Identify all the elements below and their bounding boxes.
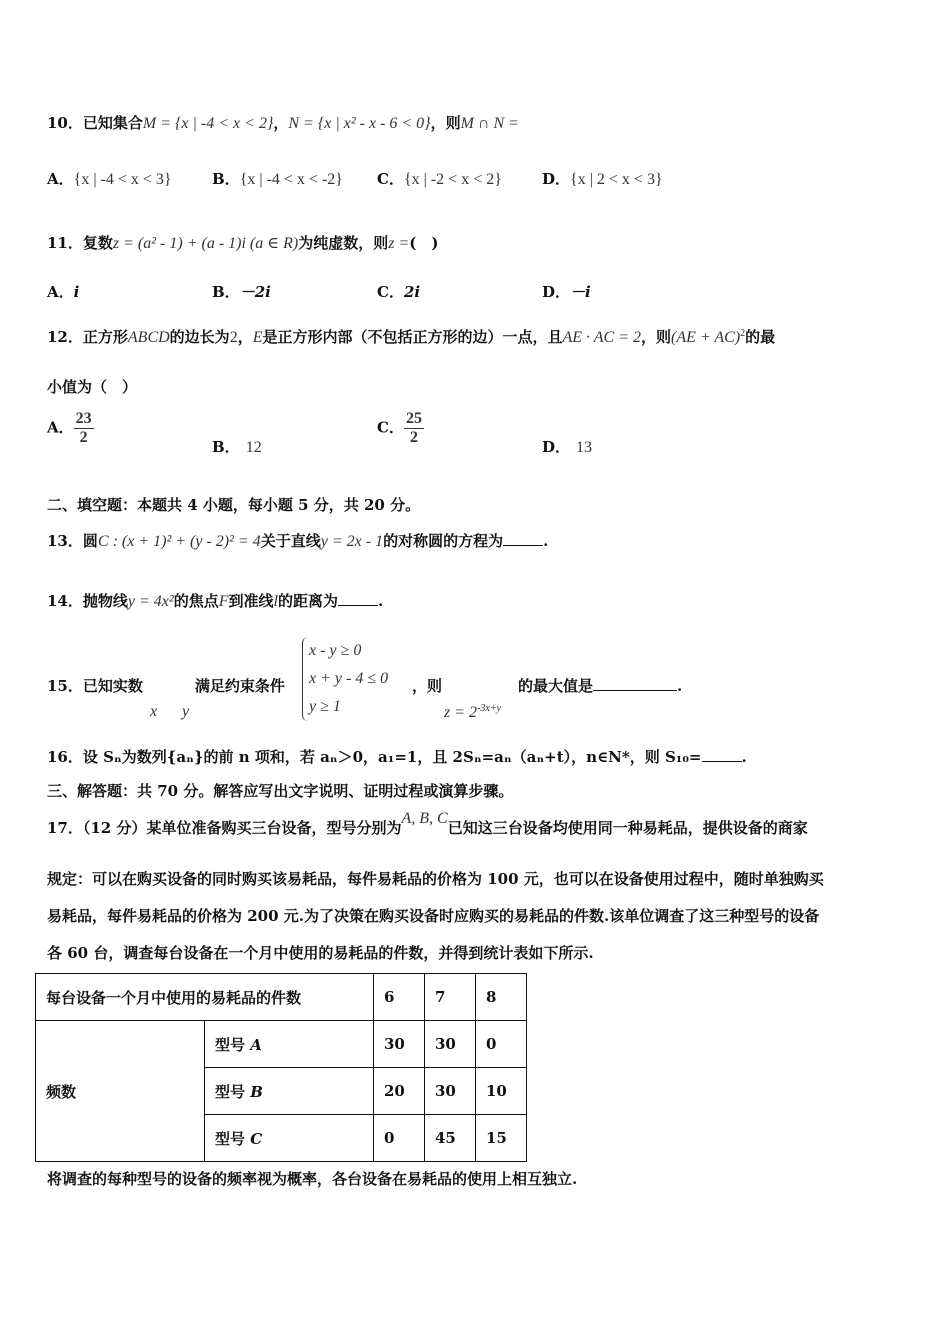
model-prefix: 型号: [215, 1035, 246, 1054]
directrix-l: l: [273, 593, 278, 610]
question-text: 圆: [82, 532, 98, 550]
option-value: 2i: [403, 283, 421, 301]
option-value: {x | -2 < x < 2}: [403, 171, 502, 188]
question-text: ，则: [430, 114, 461, 132]
answer-blank[interactable]: [338, 605, 378, 606]
question-13: [47, 530, 548, 551]
option-label: C．: [377, 418, 404, 437]
option-b[interactable]: [212, 168, 343, 189]
table-cell: 0: [476, 1021, 527, 1068]
option-value: {x | -4 < x < -2}: [239, 171, 343, 188]
option-label: D．: [542, 438, 571, 456]
fraction: [74, 410, 94, 447]
complex-expr: z = (a² - 1) + (a - 1)i (a ∈ R): [112, 235, 299, 252]
denominator: 2: [409, 429, 418, 446]
square-name: ABCD: [127, 329, 170, 346]
question-text: 到准线: [228, 592, 274, 610]
question-15-tail: [518, 675, 682, 696]
option-value: {x | -4 < x < 3}: [73, 171, 172, 188]
fraction: [404, 410, 424, 447]
option-label: B．: [212, 170, 240, 188]
period: .: [377, 592, 384, 610]
model-letter: C: [250, 1129, 263, 1148]
statistics-table: [35, 973, 527, 1162]
line-eq: y = 2x - 1: [320, 533, 384, 550]
numerator: 25: [405, 410, 422, 427]
objective-z: [444, 703, 501, 722]
var-x: x: [150, 703, 158, 720]
question-text: ，: [237, 328, 253, 346]
option-label: D．: [542, 170, 571, 188]
question-15: [47, 675, 285, 696]
option-value: 12: [245, 439, 262, 456]
question-12-line2: 小值为（ ）: [47, 378, 138, 396]
answer-blank[interactable]: [503, 545, 543, 546]
question-number: 17．: [47, 819, 83, 837]
model-prefix: 型号: [215, 1129, 246, 1148]
option-label: B．: [212, 283, 240, 301]
table-cell: 30: [425, 1068, 476, 1115]
table-cell: [205, 1068, 374, 1115]
table-cell: [205, 1115, 374, 1162]
option-d[interactable]: [542, 436, 592, 457]
focus-f: F: [218, 593, 229, 610]
question-17-para: 各 60 台，调查每台设备在一个月中使用的易耗品的件数，并得到统计表如下所示.: [47, 944, 594, 962]
table-header-cell: 6: [374, 974, 425, 1021]
section-fill-in: 二、填空题：本题共 4 小题，每小题 5 分，共 20 分。: [47, 496, 421, 514]
question-text: 满足约束条件: [194, 677, 285, 695]
model-names: A, B, C: [401, 810, 448, 827]
constraint-system: [302, 637, 388, 721]
constraint-1: x - y ≥ 0: [309, 642, 362, 659]
dot-condition: AE · AC = 2: [562, 329, 641, 346]
question-text: 设 Sₙ为数列{aₙ}的前 n 项和，若 aₙ＞0，a₁=1，且 2Sₙ=aₙ（aₙ+t），n∈N*，则 S₁₀=: [82, 748, 702, 766]
constraint-2: x + y - 4 ≤ 0: [309, 670, 389, 687]
parabola-eq: y = 4x²: [127, 593, 174, 610]
table-cell: 30: [425, 1021, 476, 1068]
option-label: C．: [377, 283, 404, 301]
model-letter: B: [250, 1082, 263, 1101]
table-group-cell: 频数: [36, 1021, 205, 1162]
circle-eq: C : (x + 1)² + (y - 2)² = 4: [97, 533, 261, 550]
question-number: 14．: [47, 592, 83, 610]
question-text: 复数: [82, 234, 113, 252]
answer-paren: ( ): [409, 234, 439, 252]
question-10: [47, 112, 519, 133]
z-exponent: -3x+y: [477, 703, 501, 714]
table-header-row: [36, 974, 527, 1021]
question-text: 已知实数: [82, 677, 143, 695]
option-b[interactable]: [212, 436, 262, 457]
option-value: i: [73, 283, 80, 301]
answer-blank[interactable]: [702, 761, 742, 762]
question-text: 的最大值是: [518, 677, 594, 695]
question-number: 15．: [47, 677, 83, 695]
score: （12 分）: [82, 819, 147, 837]
period: .: [677, 677, 683, 695]
answer-blank[interactable]: [593, 690, 677, 691]
option-label: C．: [377, 170, 404, 188]
question-16: [47, 746, 747, 767]
option-label: A．: [47, 170, 74, 188]
option-value: {x | 2 < x < 3}: [570, 171, 663, 188]
question-text: 关于直线: [260, 532, 321, 550]
question-text: 的焦点: [173, 592, 219, 610]
question-text: 某单位准备购买三台设备，型号分别为: [146, 819, 402, 837]
question-text: 的最: [745, 328, 776, 346]
question-text: 已知集合: [82, 114, 143, 132]
numerator: 23: [75, 410, 92, 427]
question-number: 11．: [47, 234, 83, 252]
option-a[interactable]: [47, 281, 79, 302]
question-text: 的距离为: [277, 592, 338, 610]
option-label: D．: [542, 283, 571, 301]
table-cell: 30: [374, 1021, 425, 1068]
question-17: [47, 810, 808, 838]
question-text: 正方形: [82, 328, 128, 346]
table-row: [36, 1021, 527, 1068]
var-y: y: [182, 703, 190, 720]
period: .: [543, 532, 549, 550]
model-prefix: 型号: [215, 1082, 246, 1101]
constraint-3: y ≥ 1: [309, 698, 341, 715]
table-cell: 15: [476, 1115, 527, 1162]
question-text: ，则: [412, 677, 443, 695]
z-base: z = 2: [444, 704, 478, 721]
side-length: 2: [229, 329, 238, 346]
separator: ，: [273, 114, 289, 132]
option-c[interactable]: [377, 410, 424, 447]
table-cell: 20: [374, 1068, 425, 1115]
question-text: 的边长为: [169, 328, 230, 346]
table-header-cell: 每台设备一个月中使用的易耗品的件数: [36, 974, 374, 1021]
question-text: 的对称圆的方程为: [383, 532, 504, 550]
question-17-after: 将调查的每种型号的设备的频率视为概率，各台设备在易耗品的使用上相互独立.: [47, 1170, 578, 1188]
option-c[interactable]: [377, 168, 502, 189]
model-letter: A: [250, 1035, 262, 1054]
question-17-para: 易耗品，每件易耗品的价格为 200 元.为了决策在购买设备时应购买的易耗品的件数.该单位调查了这三种型号的设备: [47, 907, 820, 925]
option-label: A．: [47, 283, 74, 301]
question-text: 已知这三台设备均使用同一种易耗品，提供设备的商家: [447, 819, 808, 837]
option-label: A．: [47, 418, 74, 437]
option-value: －2i: [239, 283, 271, 301]
option-a[interactable]: [47, 168, 172, 189]
option-value: 13: [576, 439, 593, 456]
table-cell: 0: [374, 1115, 425, 1162]
point-e: E: [252, 329, 263, 346]
set-n: N = {x | x² - x - 6 < 0}: [288, 115, 431, 132]
option-d[interactable]: [542, 281, 591, 302]
question-number: 13．: [47, 532, 83, 550]
option-d[interactable]: [542, 168, 663, 189]
set-m: M = {x | -4 < x < 2}: [142, 115, 274, 132]
table-header-cell: 7: [425, 974, 476, 1021]
question-number: 12．: [47, 328, 83, 346]
question-text: 抛物线: [82, 592, 128, 610]
table-cell: 45: [425, 1115, 476, 1162]
option-c[interactable]: [377, 281, 420, 302]
question-11: [47, 232, 438, 253]
option-b[interactable]: [212, 281, 271, 302]
option-a[interactable]: [47, 410, 94, 447]
section-solve: 三、解答题：共 70 分。解答应写出文字说明、证明过程或演算步骤。: [47, 782, 514, 800]
option-label: B．: [212, 438, 240, 456]
table-cell: 10: [476, 1068, 527, 1115]
question-text: ，则: [641, 328, 672, 346]
period: .: [741, 748, 747, 766]
question-12: [47, 326, 775, 347]
exponent: 2: [740, 328, 746, 339]
table-cell: [205, 1021, 374, 1068]
question-number: 16．: [47, 748, 83, 766]
question-text: 为纯虚数，则: [298, 234, 389, 252]
intersection: M ∩ N =: [460, 115, 519, 132]
option-value: －i: [570, 283, 591, 301]
denominator: 2: [79, 429, 88, 446]
question-17-para: 规定：可以在购买设备的同时购买该易耗品，每件易耗品的价格为 100 元，也可以在设备使用过程中，随时单独购买: [47, 870, 824, 888]
vector-expr: (AE + AC): [671, 329, 741, 346]
question-text: 是正方形内部（不包括正方形的边）一点，且: [262, 328, 563, 346]
table-header-cell: 8: [476, 974, 527, 1021]
z-var: z =: [388, 235, 410, 252]
question-number: 10．: [47, 114, 83, 132]
question-14: [47, 590, 383, 611]
